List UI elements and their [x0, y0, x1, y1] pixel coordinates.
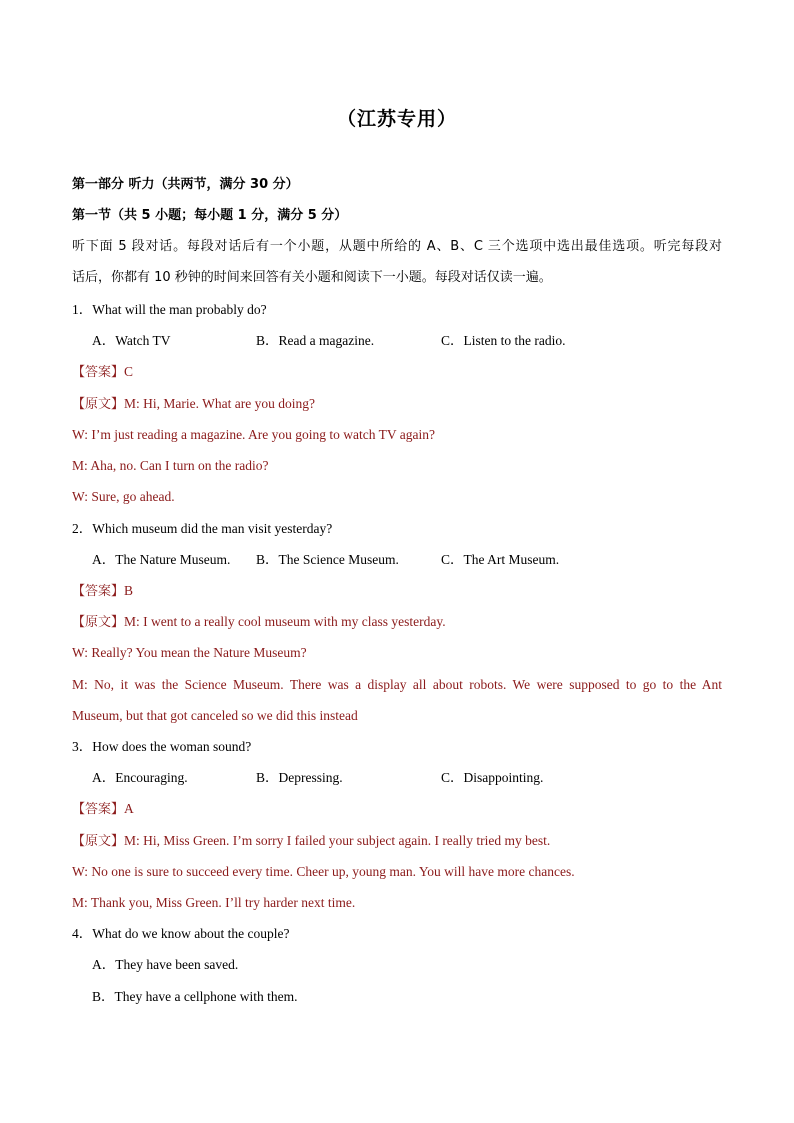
transcript-label: 【原文】	[72, 397, 125, 412]
question-2-transcript-line: Museum, but that got canceled so we did this instead	[72, 708, 358, 723]
question-1-transcript-line: W: I’m just reading a magazine. Are you going to watch TV again?	[72, 427, 436, 442]
part1-heading: 第一部分 听力（共两节，满分 30 分）	[72, 177, 299, 192]
question-4-stem: 4．What do we know about the couple?	[72, 926, 290, 941]
question-4-option-b: B．They have a cellphone with them.	[92, 989, 298, 1004]
instructions-line-1: 听下面 5 段对话。每段对话后有一个小题，从题中所给的 A、B、C 三个选项中选出最佳选项。听完每段对	[72, 239, 722, 254]
question-1-transcript-line: W: Sure, go ahead.	[72, 489, 175, 504]
question-2-stem: 2．Which museum did the man visit yesterday?	[72, 521, 333, 536]
question-3-transcript-line: W: No one is sure to succeed every time. Cheer up, young man. You will have more chances.	[72, 864, 575, 879]
question-3-transcript-first	[72, 832, 550, 851]
transcript-text: M: I went to a really cool museum with my class yesterday.	[124, 614, 446, 629]
instructions-line-2: 话后，你都有 10 秒钟的时间来回答有关小题和阅读下一小题。每段对话仅读一遍。	[72, 270, 552, 285]
question-1-option-b: B．Read a magazine.	[256, 333, 375, 348]
question-1-option-c: C．Listen to the radio.	[441, 333, 566, 348]
question-3-option-c: C．Disappointing.	[441, 770, 544, 785]
transcript-text: M: Hi, Miss Green. I’m sorry I failed your subject again. I really tried my best.	[124, 833, 551, 848]
answer-label: 【答案】	[72, 365, 125, 380]
question-2-option-c: C．The Art Museum.	[441, 552, 560, 567]
transcript-label: 【原文】	[72, 615, 125, 630]
question-1-option-a: A．Watch TV	[92, 333, 171, 348]
question-3-option-b: B．Depressing.	[256, 770, 343, 785]
question-3-stem: 3．How does the woman sound?	[72, 739, 252, 754]
question-3-option-a: A．Encouraging.	[92, 770, 188, 785]
question-3-answer	[72, 800, 134, 819]
answer-value: A	[124, 801, 134, 816]
question-2-transcript-line: M: No, it was the Science Museum. There was a display all about robots. We were supposed to go to the Ant	[72, 677, 722, 692]
answer-value: B	[124, 583, 134, 598]
question-1-stem: 1．What will the man probably do?	[72, 302, 267, 317]
question-1-transcript-first	[72, 395, 315, 414]
question-3-transcript-line: M: Thank you, Miss Green. I’ll try harder next time.	[72, 895, 356, 910]
question-2-option-a: A．The Nature Museum.	[92, 552, 231, 567]
question-1-answer	[72, 363, 133, 382]
question-1-transcript-line: M: Aha, no. Can I turn on the radio?	[72, 458, 269, 473]
transcript-text: M: Hi, Marie. What are you doing?	[124, 396, 315, 411]
question-2-transcript-line: W: Really? You mean the Nature Museum?	[72, 645, 307, 660]
page-title: （江苏专用）	[336, 108, 457, 130]
answer-value: C	[124, 364, 134, 379]
answer-label: 【答案】	[72, 584, 125, 599]
question-4-option-a: A．They have been saved.	[92, 957, 239, 972]
section1-heading: 第一节（共 5 小题；每小题 1 分，满分 5 分）	[72, 208, 348, 223]
question-2-answer	[72, 582, 133, 601]
question-2-transcript-first	[72, 613, 446, 632]
question-2-option-b: B．The Science Museum.	[256, 552, 399, 567]
answer-label: 【答案】	[72, 802, 125, 817]
transcript-label: 【原文】	[72, 834, 125, 849]
